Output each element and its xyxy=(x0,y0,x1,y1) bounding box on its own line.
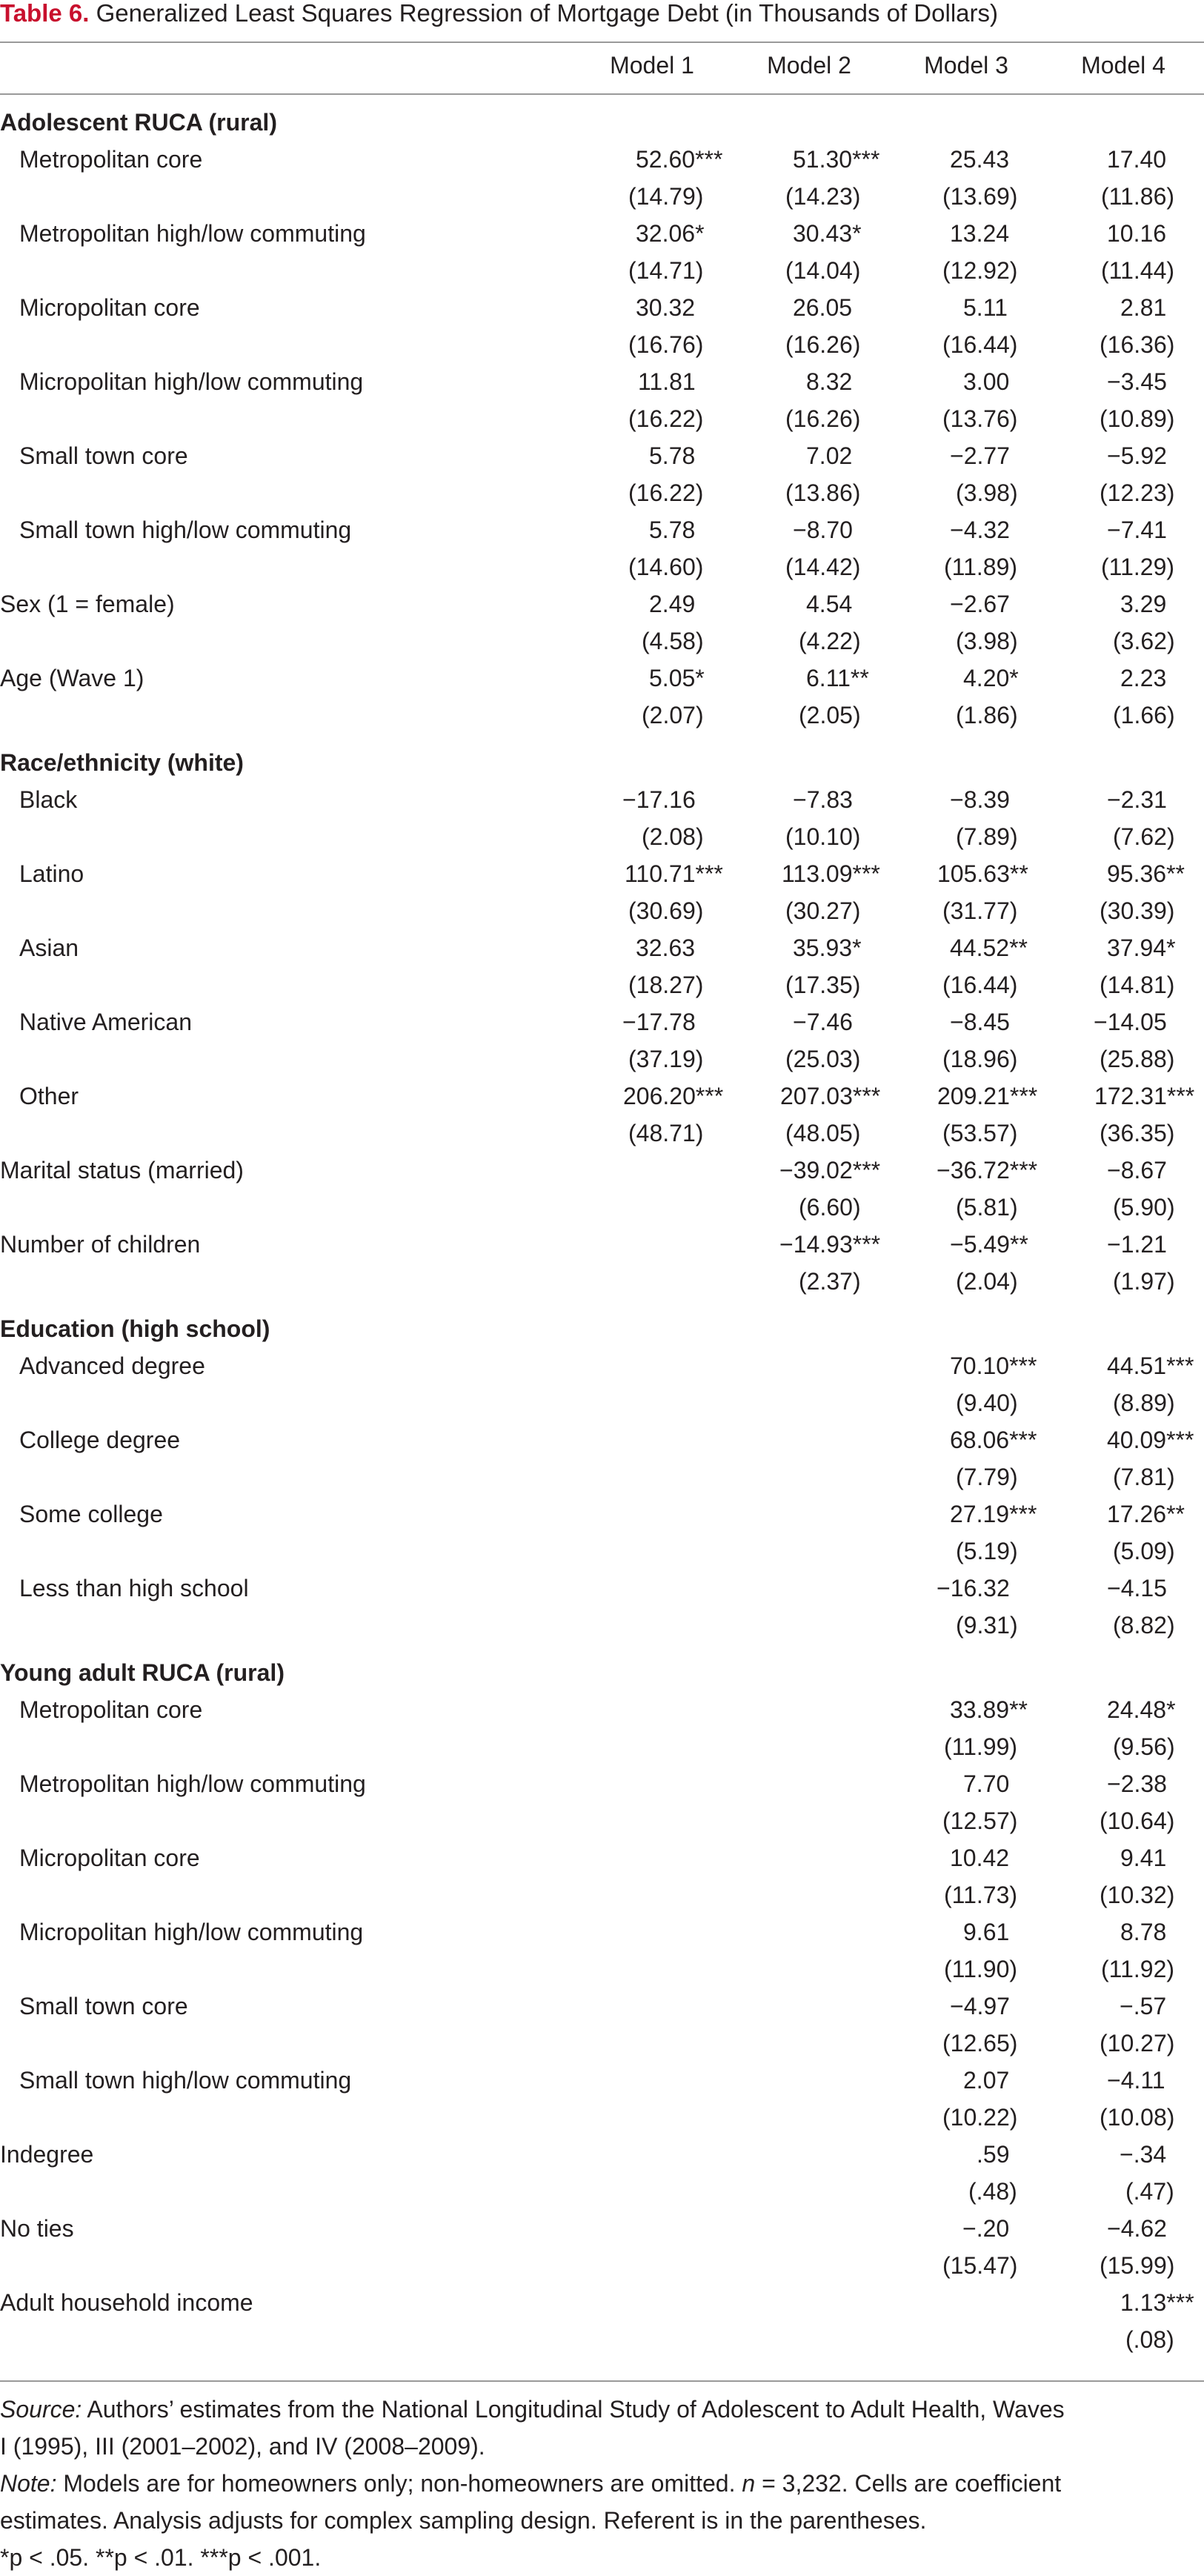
std-error-cell-model-4: (10.08) xyxy=(1100,2104,1175,2131)
standard-error-row xyxy=(0,1728,1204,1765)
coefficient-cell-model-4: 2.23 xyxy=(1120,665,1167,691)
std-error-cell-model-1: (48.71) xyxy=(628,1120,704,1146)
standard-error-row xyxy=(0,2099,1204,2136)
variable-label: Small town core xyxy=(19,1993,188,2019)
standard-error-row xyxy=(0,697,1204,734)
variable-label: Small town high/low commuting xyxy=(19,517,352,543)
coefficient-cell-model-4: 9.41 xyxy=(1120,1845,1167,1871)
std-error-cell-model-4: (10.32) xyxy=(1100,1882,1175,1908)
source-note-continued: I (1995), III (2001–2002), and IV (2008–2009). xyxy=(0,2433,485,2460)
std-error-cell-model-2: (6.60) xyxy=(799,1194,861,1221)
standard-error-row xyxy=(0,818,1204,855)
std-error-cell-model-3: (12.92) xyxy=(942,257,1018,284)
variable-label: Adult household income xyxy=(0,2289,253,2316)
standard-error-row xyxy=(0,548,1204,585)
coefficient-cell-model-4: 17.26** xyxy=(1107,1501,1185,1527)
std-error-cell-model-1: (14.71) xyxy=(628,257,704,284)
coefficient-cell-model-2: 4.54 xyxy=(806,591,853,617)
coefficient-cell-model-2: −8.70 xyxy=(793,517,853,543)
table-title: Generalized Least Squares Regression of Mortgage Debt (in Thousands of Dollars) xyxy=(96,0,998,27)
std-error-cell-model-3: (16.44) xyxy=(942,331,1018,358)
coefficient-cell-model-2: 30.43* xyxy=(793,220,862,247)
coefficient-row xyxy=(0,289,1204,326)
coefficient-cell-model-4: −5.92 xyxy=(1107,442,1167,469)
coefficient-cell-model-3: 4.20* xyxy=(963,665,1019,691)
coefficient-cell-model-3: −8.45 xyxy=(950,1009,1010,1035)
coefficient-row xyxy=(0,1496,1204,1533)
section-header-row xyxy=(0,104,1204,141)
std-error-cell-model-4: (16.36) xyxy=(1100,331,1175,358)
table-caption xyxy=(0,0,1204,27)
variable-label: Indegree xyxy=(0,2141,94,2168)
coefficient-cell-model-4: 37.94* xyxy=(1107,935,1176,961)
coefficient-cell-model-4: −14.05 xyxy=(1094,1009,1167,1035)
standard-error-row xyxy=(0,2321,1204,2358)
std-error-cell-model-3: (3.98) xyxy=(956,628,1018,654)
column-header-model-2: Model 2 xyxy=(767,52,851,79)
coefficient-cell-model-2: 51.30*** xyxy=(793,146,880,173)
standard-error-row xyxy=(0,252,1204,289)
coefficient-row xyxy=(0,1078,1204,1115)
coefficient-row xyxy=(0,2210,1204,2247)
column-header-model-4: Model 4 xyxy=(1081,52,1165,79)
std-error-cell-model-3: (13.69) xyxy=(942,183,1018,210)
std-error-cell-model-4: (1.66) xyxy=(1113,702,1175,728)
coefficient-cell-model-1: 206.20*** xyxy=(623,1083,724,1109)
std-error-cell-model-1: (30.69) xyxy=(628,897,704,924)
coefficient-cell-model-2: 8.32 xyxy=(806,368,853,395)
coefficient-row xyxy=(0,2136,1204,2173)
coefficient-cell-model-1: 30.32 xyxy=(636,294,696,321)
std-error-cell-model-4: (15.99) xyxy=(1100,2252,1175,2279)
std-error-cell-model-3: (12.57) xyxy=(942,1807,1018,1834)
coefficient-cell-model-1: 11.81 xyxy=(638,368,696,395)
coefficient-row xyxy=(0,1421,1204,1458)
std-error-cell-model-4: (25.88) xyxy=(1100,1046,1175,1072)
coefficient-cell-model-3: −.20 xyxy=(962,2215,1010,2242)
source-note: Source: Authors’ estimates from the National Longitudinal Study of Adolescent to Adult Health, Waves xyxy=(0,2396,1065,2423)
coefficient-cell-model-4: 95.36** xyxy=(1107,860,1185,887)
std-error-cell-model-3: (5.81) xyxy=(956,1194,1018,1221)
std-error-cell-model-2: (14.42) xyxy=(785,554,861,580)
coefficient-row xyxy=(0,141,1204,178)
std-error-cell-model-3: (7.89) xyxy=(956,823,1018,850)
standard-error-row xyxy=(0,1384,1204,1421)
variable-label: Metropolitan core xyxy=(19,1696,203,1723)
std-error-cell-model-4: (10.27) xyxy=(1100,2030,1175,2057)
std-error-cell-model-4: (11.86) xyxy=(1101,183,1175,210)
std-error-cell-model-2: (14.04) xyxy=(785,257,861,284)
std-error-cell-model-3: (3.98) xyxy=(956,479,1018,506)
coefficient-cell-model-3: 209.21*** xyxy=(937,1083,1038,1109)
coefficient-cell-model-4: 17.40 xyxy=(1107,146,1167,173)
std-error-cell-model-3: (13.76) xyxy=(942,405,1018,432)
std-error-cell-model-4: (9.56) xyxy=(1113,1733,1175,1760)
coefficient-row xyxy=(0,1988,1204,2025)
variable-label: College degree xyxy=(19,1427,181,1453)
std-error-cell-model-4: (3.62) xyxy=(1113,628,1175,654)
std-error-cell-model-2: (17.35) xyxy=(785,972,861,998)
std-error-cell-model-3: (9.40) xyxy=(956,1390,1018,1416)
coefficient-row xyxy=(0,585,1204,623)
std-error-cell-model-4: (.47) xyxy=(1125,2178,1174,2205)
significance-note: *p < .05. **p < .01. ***p < .001. xyxy=(0,2544,322,2571)
coefficient-cell-model-4: −.57 xyxy=(1120,1993,1167,2019)
standard-error-row xyxy=(0,2025,1204,2062)
standard-error-row xyxy=(0,1533,1204,1570)
coefficient-row xyxy=(0,363,1204,400)
std-error-cell-model-4: (10.64) xyxy=(1100,1807,1175,1834)
variable-label: Asian xyxy=(19,935,79,961)
coefficient-cell-model-2: −39.02*** xyxy=(779,1157,881,1184)
coefficient-cell-model-3: 25.43 xyxy=(950,146,1010,173)
std-error-cell-model-4: (10.89) xyxy=(1100,405,1175,432)
coefficient-cell-model-4: 24.48* xyxy=(1107,1696,1176,1723)
section-header-row xyxy=(0,744,1204,781)
coefficient-row xyxy=(0,1003,1204,1040)
coefficient-cell-model-4: −3.45 xyxy=(1107,368,1167,395)
coefficient-cell-model-3: 7.70 xyxy=(963,1770,1010,1797)
coefficient-cell-model-3: 27.19*** xyxy=(950,1501,1037,1527)
standard-error-row xyxy=(0,326,1204,363)
bottom-rule xyxy=(0,2380,1204,2382)
coefficient-row xyxy=(0,781,1204,818)
standard-error-row xyxy=(0,1458,1204,1496)
coefficient-cell-model-3: −4.97 xyxy=(950,1993,1010,2019)
std-error-cell-model-3: (12.65) xyxy=(942,2030,1018,2057)
std-error-cell-model-2: (14.23) xyxy=(785,183,861,210)
coefficient-row xyxy=(0,215,1204,252)
std-error-cell-model-1: (16.22) xyxy=(628,479,704,506)
coefficient-cell-model-3: 44.52** xyxy=(950,935,1028,961)
model-note-continued: estimates. Analysis adjusts for complex sampling design. Referent is in the parentheses. xyxy=(0,2507,927,2534)
std-error-cell-model-2: (4.22) xyxy=(799,628,861,654)
coefficient-row xyxy=(0,1765,1204,1802)
coefficient-cell-model-2: 113.09*** xyxy=(782,860,880,887)
coefficient-cell-model-4: 10.16 xyxy=(1107,220,1167,247)
standard-error-row xyxy=(0,178,1204,215)
standard-error-row xyxy=(0,1951,1204,1988)
variable-label: Small town high/low commuting xyxy=(19,2067,352,2094)
std-error-cell-model-4: (.08) xyxy=(1125,2326,1174,2353)
coefficient-cell-model-4: 8.78 xyxy=(1120,1919,1167,1945)
coefficient-row xyxy=(0,2284,1204,2321)
std-error-cell-model-3: (11.90) xyxy=(944,1956,1018,1982)
variable-label: Metropolitan high/low commuting xyxy=(19,1770,366,1797)
coefficient-row xyxy=(0,511,1204,548)
std-error-cell-model-4: (7.81) xyxy=(1113,1464,1175,1490)
coefficient-cell-model-2: −7.46 xyxy=(793,1009,853,1035)
std-error-cell-model-3: (11.99) xyxy=(944,1733,1018,1760)
std-error-cell-model-3: (9.31) xyxy=(956,1612,1018,1639)
coefficient-row xyxy=(0,437,1204,474)
coefficient-cell-model-3: 105.63** xyxy=(937,860,1028,887)
std-error-cell-model-3: (1.86) xyxy=(956,702,1018,728)
variable-label: No ties xyxy=(0,2215,74,2242)
variable-label: Less than high school xyxy=(19,1575,249,1601)
column-header-model-3: Model 3 xyxy=(924,52,1008,79)
standard-error-row xyxy=(0,400,1204,437)
std-error-cell-model-4: (5.90) xyxy=(1113,1194,1175,1221)
variable-label: Sex (1 = female) xyxy=(0,591,175,617)
std-error-cell-model-4: (8.82) xyxy=(1113,1612,1175,1639)
coefficient-cell-model-4: 2.81 xyxy=(1120,294,1167,321)
std-error-cell-model-2: (48.05) xyxy=(785,1120,861,1146)
top-rule xyxy=(0,42,1204,43)
standard-error-row xyxy=(0,1876,1204,1913)
coefficient-cell-model-2: 207.03*** xyxy=(780,1083,881,1109)
standard-error-row xyxy=(0,966,1204,1003)
std-error-cell-model-4: (11.29) xyxy=(1101,554,1175,580)
variable-label: Other xyxy=(19,1083,79,1109)
standard-error-row xyxy=(0,2247,1204,2284)
std-error-cell-model-4: (8.89) xyxy=(1113,1390,1175,1416)
variable-label: Black xyxy=(19,786,78,813)
coefficient-cell-model-4: −7.41 xyxy=(1107,517,1167,543)
std-error-cell-model-3: (16.44) xyxy=(942,972,1018,998)
variable-label: Native American xyxy=(19,1009,192,1035)
std-error-cell-model-2: (13.86) xyxy=(785,479,861,506)
coefficient-row xyxy=(0,1913,1204,1951)
std-error-cell-model-4: (1.97) xyxy=(1113,1268,1175,1295)
std-error-cell-model-1: (2.08) xyxy=(642,823,704,850)
column-header-model-1: Model 1 xyxy=(610,52,694,79)
std-error-cell-model-4: (36.35) xyxy=(1100,1120,1175,1146)
std-error-cell-model-2: (30.27) xyxy=(785,897,861,924)
coefficient-row xyxy=(0,1152,1204,1189)
standard-error-row xyxy=(0,1040,1204,1078)
coefficient-cell-model-2: −14.93*** xyxy=(779,1231,881,1258)
coefficient-cell-model-2: 26.05 xyxy=(793,294,853,321)
std-error-cell-model-3: (11.89) xyxy=(944,554,1018,580)
std-error-cell-model-3: (15.47) xyxy=(942,2252,1018,2279)
std-error-cell-model-3: (2.04) xyxy=(956,1268,1018,1295)
std-error-cell-model-3: (31.77) xyxy=(942,897,1018,924)
coefficient-cell-model-4: 40.09*** xyxy=(1107,1427,1194,1453)
coefficient-cell-model-4: −.34 xyxy=(1120,2141,1167,2168)
std-error-cell-model-3: (.48) xyxy=(968,2178,1017,2205)
coefficient-cell-model-1: 5.78 xyxy=(649,442,696,469)
coefficient-cell-model-4: 1.13*** xyxy=(1120,2289,1194,2316)
table-number: Table 6. xyxy=(0,0,90,27)
variable-label: Latino xyxy=(19,860,84,887)
coefficient-cell-model-3: −2.77 xyxy=(950,442,1010,469)
coefficient-row xyxy=(0,1839,1204,1876)
std-error-cell-model-3: (5.19) xyxy=(956,1538,1018,1564)
std-error-cell-model-2: (16.26) xyxy=(785,331,861,358)
coefficient-row xyxy=(0,2062,1204,2099)
standard-error-row xyxy=(0,1607,1204,1644)
section-label: Young adult RUCA (rural) xyxy=(0,1659,285,1686)
standard-error-row xyxy=(0,892,1204,929)
coefficient-row xyxy=(0,1570,1204,1607)
coefficient-cell-model-3: −5.49** xyxy=(950,1231,1028,1258)
std-error-cell-model-4: (30.39) xyxy=(1100,897,1175,924)
header-rule xyxy=(0,93,1204,95)
coefficient-row xyxy=(0,1226,1204,1263)
coefficient-cell-model-4: −4.11 xyxy=(1107,2067,1165,2094)
coefficient-cell-model-3: 70.10*** xyxy=(950,1352,1037,1379)
coefficient-row xyxy=(0,660,1204,697)
coefficient-cell-model-4: −4.15 xyxy=(1107,1575,1167,1601)
variable-label: Age (Wave 1) xyxy=(0,665,144,691)
variable-label: Number of children xyxy=(0,1231,201,1258)
coefficient-cell-model-3: 3.00 xyxy=(963,368,1010,395)
coefficient-cell-model-4: 172.31*** xyxy=(1094,1083,1195,1109)
coefficient-cell-model-3: 33.89** xyxy=(950,1696,1028,1723)
coefficient-cell-model-3: −2.67 xyxy=(950,591,1010,617)
std-error-cell-model-4: (14.81) xyxy=(1100,972,1175,998)
std-error-cell-model-1: (18.27) xyxy=(628,972,704,998)
variable-label: Small town core xyxy=(19,442,188,469)
std-error-cell-model-3: (10.22) xyxy=(942,2104,1018,2131)
std-error-cell-model-3: (53.57) xyxy=(942,1120,1018,1146)
std-error-cell-model-4: (11.92) xyxy=(1101,1956,1175,1982)
section-label: Education (high school) xyxy=(0,1315,270,1342)
coefficient-cell-model-3: −8.39 xyxy=(950,786,1010,813)
std-error-cell-model-1: (4.58) xyxy=(642,628,704,654)
variable-label: Micropolitan high/low commuting xyxy=(19,368,364,395)
variable-label: Micropolitan core xyxy=(19,294,200,321)
variable-label: Metropolitan core xyxy=(19,146,203,173)
std-error-cell-model-3: (11.73) xyxy=(944,1882,1018,1908)
variable-label: Micropolitan core xyxy=(19,1845,200,1871)
coefficient-cell-model-3: 13.24 xyxy=(950,220,1010,247)
coefficient-cell-model-1: 2.49 xyxy=(649,591,696,617)
coefficient-cell-model-2: 7.02 xyxy=(806,442,853,469)
std-error-cell-model-4: (5.09) xyxy=(1113,1538,1175,1564)
std-error-cell-model-4: (7.62) xyxy=(1113,823,1175,850)
std-error-cell-model-1: (2.07) xyxy=(642,702,704,728)
coefficient-cell-model-1: 32.63 xyxy=(636,935,696,961)
std-error-cell-model-2: (2.05) xyxy=(799,702,861,728)
coefficient-cell-model-2: −7.83 xyxy=(793,786,853,813)
coefficient-cell-model-1: −17.16 xyxy=(622,786,696,813)
std-error-cell-model-3: (18.96) xyxy=(942,1046,1018,1072)
coefficient-cell-model-1: 32.06* xyxy=(636,220,705,247)
section-header-row xyxy=(0,1654,1204,1691)
variable-label: Some college xyxy=(19,1501,163,1527)
coefficient-row xyxy=(0,929,1204,966)
section-label: Adolescent RUCA (rural) xyxy=(0,109,277,136)
coefficient-cell-model-3: −4.32 xyxy=(950,517,1010,543)
std-error-cell-model-3: (7.79) xyxy=(956,1464,1018,1490)
coefficient-row xyxy=(0,855,1204,892)
standard-error-row xyxy=(0,2173,1204,2210)
std-error-cell-model-1: (14.60) xyxy=(628,554,704,580)
std-error-cell-model-1: (16.22) xyxy=(628,405,704,432)
coefficient-cell-model-1: −17.78 xyxy=(622,1009,696,1035)
coefficient-cell-model-1: 110.71*** xyxy=(625,860,723,887)
coefficient-cell-model-4: 44.51*** xyxy=(1107,1352,1194,1379)
coefficient-cell-model-2: 35.93* xyxy=(793,935,862,961)
standard-error-row xyxy=(0,1263,1204,1300)
coefficient-cell-model-1: 5.78 xyxy=(649,517,696,543)
std-error-cell-model-4: (12.23) xyxy=(1100,479,1175,506)
coefficient-cell-model-4: −8.67 xyxy=(1107,1157,1167,1184)
std-error-cell-model-4: (11.44) xyxy=(1101,257,1175,284)
std-error-cell-model-1: (37.19) xyxy=(628,1046,704,1072)
section-label: Race/ethnicity (white) xyxy=(0,749,244,776)
coefficient-cell-model-3: .59 xyxy=(977,2141,1010,2168)
standard-error-row xyxy=(0,623,1204,660)
standard-error-row xyxy=(0,1189,1204,1226)
coefficient-cell-model-3: 68.06*** xyxy=(950,1427,1037,1453)
coefficient-cell-model-3: 2.07 xyxy=(963,2067,1010,2094)
coefficient-cell-model-3: 9.61 xyxy=(963,1919,1010,1945)
coefficient-cell-model-1: 5.05* xyxy=(649,665,705,691)
coefficient-cell-model-4: −4.62 xyxy=(1107,2215,1167,2242)
std-error-cell-model-2: (2.37) xyxy=(799,1268,861,1295)
coefficient-row xyxy=(0,1347,1204,1384)
std-error-cell-model-1: (14.79) xyxy=(628,183,704,210)
standard-error-row xyxy=(0,474,1204,511)
standard-error-row xyxy=(0,1115,1204,1152)
variable-label: Metropolitan high/low commuting xyxy=(19,220,366,247)
section-header-row xyxy=(0,1310,1204,1347)
coefficient-cell-model-4: 3.29 xyxy=(1120,591,1167,617)
std-error-cell-model-2: (10.10) xyxy=(785,823,861,850)
coefficient-cell-model-3: 5.11 xyxy=(963,294,1008,321)
standard-error-row xyxy=(0,1802,1204,1839)
coefficient-cell-model-4: −2.31 xyxy=(1107,786,1167,813)
coefficient-cell-model-4: −2.38 xyxy=(1107,1770,1167,1797)
variable-label: Marital status (married) xyxy=(0,1157,244,1184)
coefficient-cell-model-3: −16.32 xyxy=(937,1575,1010,1601)
coefficient-row xyxy=(0,1691,1204,1728)
coefficient-cell-model-3: 10.42 xyxy=(950,1845,1010,1871)
coefficient-cell-model-1: 52.60*** xyxy=(636,146,723,173)
variable-label: Advanced degree xyxy=(19,1352,205,1379)
variable-label: Micropolitan high/low commuting xyxy=(19,1919,364,1945)
std-error-cell-model-2: (16.26) xyxy=(785,405,861,432)
coefficient-cell-model-4: −1.21 xyxy=(1107,1231,1167,1258)
std-error-cell-model-2: (25.03) xyxy=(785,1046,861,1072)
std-error-cell-model-1: (16.76) xyxy=(628,331,704,358)
coefficient-cell-model-2: 6.11** xyxy=(806,665,869,691)
coefficient-cell-model-3: −36.72*** xyxy=(937,1157,1038,1184)
model-note: Note: Models are for homeowners only; non-homeowners are omitted. n = 3,232. Cells are coefficient xyxy=(0,2470,1062,2497)
